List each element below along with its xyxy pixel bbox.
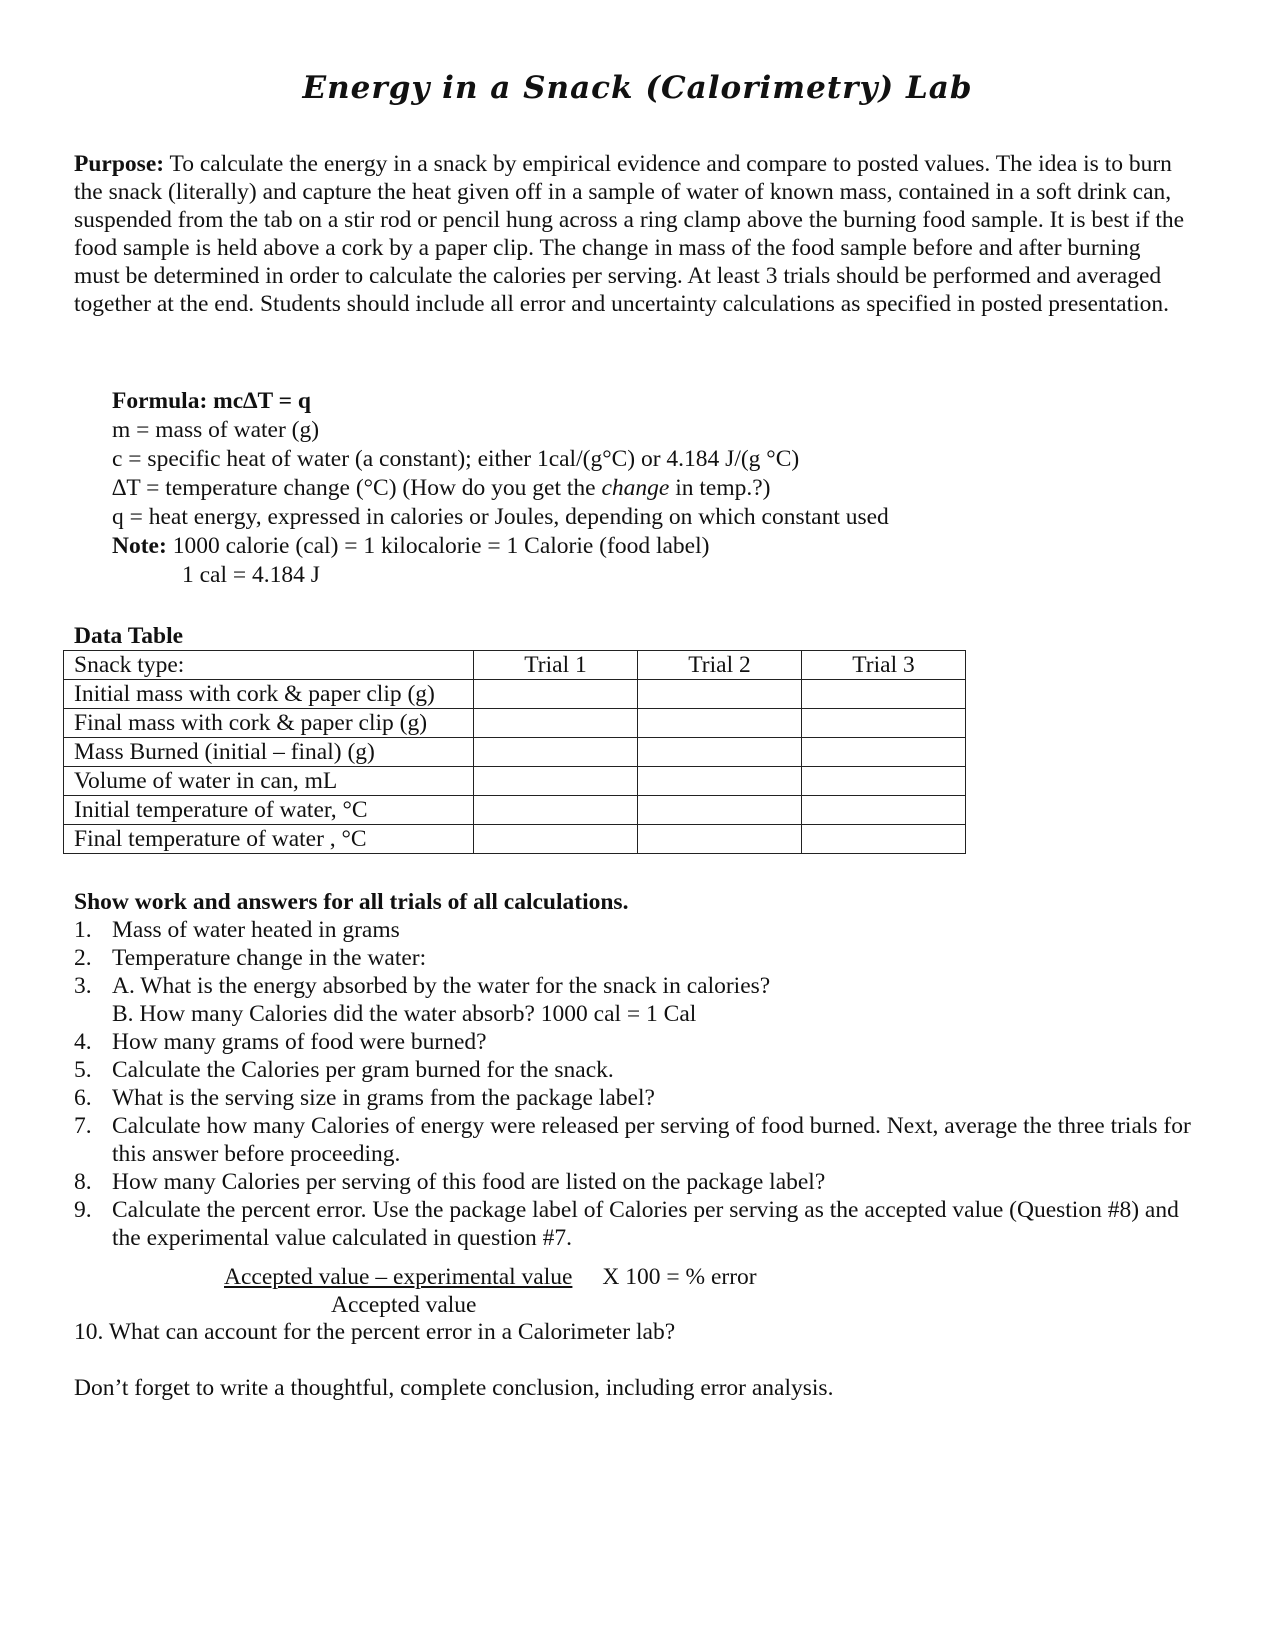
question-number: 9. bbox=[74, 1197, 92, 1223]
note-label: Note: bbox=[112, 533, 167, 559]
list-item bbox=[74, 916, 1194, 944]
table-cell[interactable] bbox=[802, 738, 966, 767]
question-number: 7. bbox=[74, 1113, 92, 1139]
formula-m: m = mass of water (g) bbox=[112, 417, 320, 443]
formula-label: Formula: mc∆T = q bbox=[112, 388, 312, 414]
formula-dt-text: ∆T = temperature change (°C) (How do you get the bbox=[112, 475, 602, 501]
data-table-heading: Data Table bbox=[74, 623, 184, 649]
formula-note-2: 1 cal = 4.184 J bbox=[182, 562, 320, 588]
question-text: Calculate the percent error. Use the package label of Calories per serving as the accepted value (Question #8) and the experimental value calculated in question #7. bbox=[112, 1197, 1179, 1251]
list-item bbox=[74, 1056, 1194, 1084]
header-trial-1: Trial 1 bbox=[474, 651, 638, 680]
list-item bbox=[74, 944, 1194, 972]
table-cell[interactable] bbox=[802, 825, 966, 854]
question-number: 3. bbox=[74, 973, 92, 999]
page-title: Energy in a Snack (Calorimetry) Lab bbox=[302, 70, 973, 106]
table-cell[interactable] bbox=[474, 738, 638, 767]
row-label: Final mass with cork & paper clip (g) bbox=[64, 709, 474, 738]
table-cell[interactable] bbox=[474, 796, 638, 825]
row-label: Mass Burned (initial – final) (g) bbox=[64, 738, 474, 767]
list-item bbox=[74, 1028, 1194, 1056]
question-subtext: B. How many Calories did the water absorb? 1000 cal = 1 Cal bbox=[112, 1001, 697, 1027]
question-text: How many grams of food were burned? bbox=[112, 1029, 487, 1055]
note-text: 1000 calorie (cal) = 1 kilocalorie = 1 Calorie (food label) bbox=[166, 533, 710, 559]
table-cell[interactable] bbox=[638, 709, 802, 738]
table-cell[interactable] bbox=[474, 680, 638, 709]
question-text: What is the serving size in grams from the package label? bbox=[112, 1085, 655, 1111]
header-snack-type: Snack type: bbox=[64, 651, 474, 680]
table-row bbox=[64, 680, 966, 709]
question-number: 1. bbox=[74, 917, 92, 943]
question-number: 8. bbox=[74, 1169, 92, 1195]
question-number: 2. bbox=[74, 945, 92, 971]
table-cell[interactable] bbox=[474, 825, 638, 854]
question-number: 5. bbox=[74, 1057, 92, 1083]
question-text: Calculate how many Calories of energy were released per serving of food burned. Next, average the three trials for this answer before proceeding. bbox=[112, 1113, 1191, 1167]
list-item bbox=[74, 1168, 1194, 1196]
purpose-paragraph bbox=[74, 150, 1189, 318]
row-label: Initial temperature of water, °C bbox=[64, 796, 474, 825]
question-text: Temperature change in the water: bbox=[112, 945, 427, 971]
show-work-heading: Show work and answers for all trials of all calculations. bbox=[74, 889, 629, 915]
table-cell[interactable] bbox=[802, 709, 966, 738]
purpose-text: To calculate the energy in a snack by empirical evidence and compare to posted values. The idea is to burn the snack (literally) and capture the heat given off in a sample of water of known mass, contained in a soft drink can, suspended from the tab on a stir rod or pencil hung across a ring clamp above the burning food sample. It is best if the food sample is held above a cork by a paper clip. The change in mass of the food sample before and after burning must be determined in order to calculate the calories per serving. At least 3 trials should be performed and averaged together at the end. Students should include all error and uncertainty calculations as specified in posted presentation. bbox=[74, 151, 1185, 317]
data-table bbox=[63, 650, 966, 854]
formula-block bbox=[112, 387, 1112, 590]
question-number: 6. bbox=[74, 1085, 92, 1111]
question-text: A. What is the energy absorbed by the water for the snack in calories? bbox=[112, 973, 771, 999]
table-header-row bbox=[64, 651, 966, 680]
formula-dt-text-end: in temp.?) bbox=[669, 475, 771, 501]
question-10: 10. What can account for the percent error in a Calorimeter lab? bbox=[74, 1319, 676, 1345]
row-label: Volume of water in can, mL bbox=[64, 767, 474, 796]
table-cell[interactable] bbox=[638, 680, 802, 709]
formula-q: q = heat energy, expressed in calories or Joules, depending on which constant used bbox=[112, 504, 889, 530]
header-trial-2: Trial 2 bbox=[638, 651, 802, 680]
table-cell[interactable] bbox=[638, 738, 802, 767]
header-trial-3: Trial 3 bbox=[802, 651, 966, 680]
table-cell[interactable] bbox=[802, 796, 966, 825]
table-row bbox=[64, 738, 966, 767]
table-row bbox=[64, 767, 966, 796]
formula-dt-italic: change bbox=[601, 475, 670, 501]
table-cell[interactable] bbox=[638, 767, 802, 796]
list-item bbox=[74, 1084, 1194, 1112]
question-text: Mass of water heated in grams bbox=[112, 917, 400, 943]
conclusion-reminder: Don’t forget to write a thoughtful, complete conclusion, including error analysis. bbox=[74, 1375, 834, 1401]
table-cell[interactable] bbox=[802, 680, 966, 709]
table-row bbox=[64, 709, 966, 738]
equation-numerator: Accepted value – experimental value bbox=[224, 1264, 573, 1290]
table-cell[interactable] bbox=[638, 796, 802, 825]
equation-denominator: Accepted value bbox=[331, 1292, 477, 1318]
table-cell[interactable] bbox=[638, 825, 802, 854]
question-number: 4. bbox=[74, 1029, 92, 1055]
row-label: Initial mass with cork & paper clip (g) bbox=[64, 680, 474, 709]
question-list bbox=[74, 916, 1194, 1252]
formula-delta-t bbox=[112, 474, 1112, 503]
table-row bbox=[64, 825, 966, 854]
list-item bbox=[74, 1112, 1194, 1168]
table-cell[interactable] bbox=[474, 767, 638, 796]
percent-error-equation bbox=[224, 1263, 924, 1319]
table-cell[interactable] bbox=[474, 709, 638, 738]
table-row bbox=[64, 796, 966, 825]
list-item bbox=[74, 1196, 1194, 1252]
question-text: Calculate the Calories per gram burned for the snack. bbox=[112, 1057, 614, 1083]
question-text: How many Calories per serving of this food are listed on the package label? bbox=[112, 1169, 826, 1195]
equation-times: X 100 = % error bbox=[602, 1264, 757, 1290]
formula-c: c = specific heat of water (a constant); either 1cal/(g°C) or 4.184 J/(g °C) bbox=[112, 446, 800, 472]
list-item bbox=[74, 972, 1194, 1028]
row-label: Final temperature of water , °C bbox=[64, 825, 474, 854]
purpose-label: Purpose: bbox=[74, 151, 165, 177]
formula-note bbox=[112, 532, 1112, 561]
table-cell[interactable] bbox=[802, 767, 966, 796]
